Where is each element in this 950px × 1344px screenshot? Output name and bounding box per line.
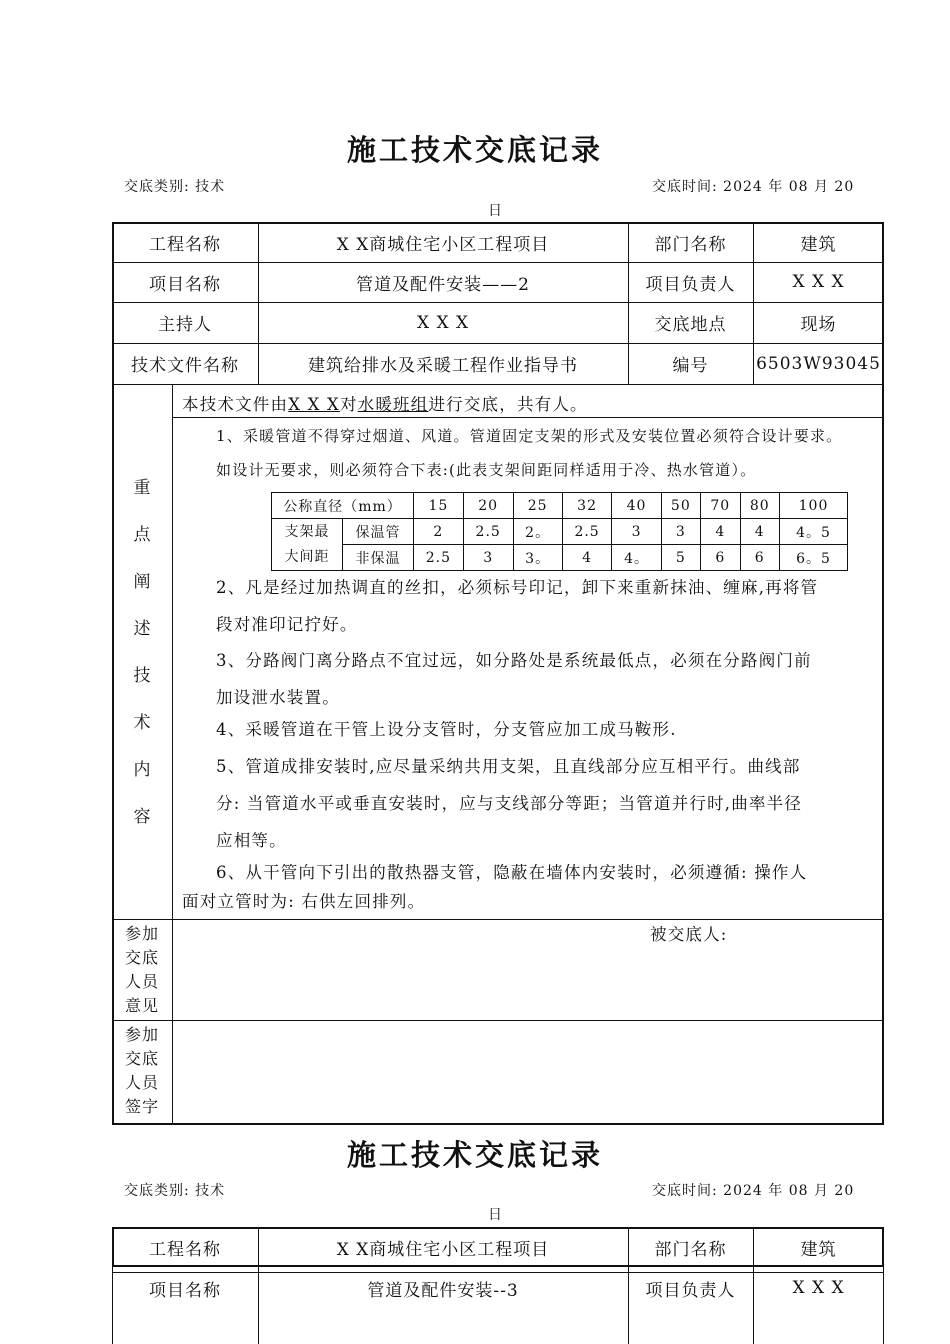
value-department: 建筑	[800, 234, 837, 255]
receiver-label: 被交底人:	[650, 925, 728, 944]
value-location: 现场	[800, 315, 837, 335]
r2-label-project-name: 工程名称	[149, 1239, 221, 1260]
label-department: 部门名称	[654, 234, 727, 255]
handover-date-day: 日	[488, 203, 503, 219]
record2-date-day: 日	[488, 1207, 503, 1223]
r2-value-department: 建筑	[800, 1239, 837, 1260]
r2-label-item-name: 项目名称	[149, 1280, 221, 1301]
value-item-name: 管道及配件安装——2	[356, 274, 530, 295]
para-4: 4、采暖管道在干管上设分支管时，分支管应加工成马鞍形.	[216, 720, 677, 739]
value-tech-doc: 建筑给排水及采暖工程作业指导书	[308, 356, 578, 376]
signature-label: 参加 交底 人员 签字	[124, 1025, 159, 1116]
label-host: 主持人	[158, 315, 212, 335]
record2-date: 交底时间: 2024 年 08 月 20	[652, 1183, 855, 1199]
handover-date: 交底时间: 2024 年 08 月 20	[652, 179, 855, 195]
spec-group-label: 支架最 大间距	[272, 519, 343, 571]
r2-label-department: 部门名称	[654, 1239, 727, 1260]
r2-value-project-name: X X商城住宅小区工程项目	[336, 1239, 550, 1260]
opinion-label: 参加 交底 人员 意见	[124, 924, 159, 1015]
para-1a: 1、采暖管道不得穿过烟道、风道。管道固定支架的形式及安装位置必须符合设计要求。	[216, 427, 843, 445]
label-location: 交底地点	[654, 315, 727, 335]
para-3a: 3、分路阀门离分路点不宜过远，如分路处是系统最低点，必须在分路阀门前	[216, 651, 812, 670]
handover-category: 交底类别: 技术	[124, 179, 226, 195]
label-item-manager: 项目负责人	[645, 274, 736, 295]
r2-value-item-name: 管道及配件安装--3	[367, 1280, 519, 1301]
spec-header-label: 公称直径（mm）	[272, 493, 414, 519]
spec-row2-label: 非保温	[343, 545, 414, 571]
para-5a: 5、管道成排安装时,应尽量采纳共用支架，且直线部分应互相平行。曲线部	[216, 757, 801, 776]
r2-label-item-manager: 项目负责人	[645, 1280, 736, 1301]
para-2b: 段对准印记拧好。	[216, 615, 358, 634]
record2-category: 交底类别: 技术	[124, 1183, 226, 1199]
spec-row1-label: 保温管	[343, 519, 414, 545]
value-item-manager: X X X	[792, 272, 845, 292]
label-number: 编号	[672, 356, 709, 376]
support-spacing-table: 公称直径（mm） 15 20 25 32 40 50 70 80 100 支架最 大间距 保温管 2 2.5 2。 2.5 3 3 4 4 4。5 非保温 2.5 3 3。 4 4。 5 6 6 6。5	[271, 492, 848, 571]
label-tech-doc: 技术文件名称	[131, 356, 239, 376]
para-6b: 面对立管时为: 右供左回排列。	[182, 892, 426, 911]
record-title: 施工技术交底记录	[346, 133, 603, 167]
value-host: X X X	[416, 312, 470, 333]
value-project-name: X X商城住宅小区工程项目	[336, 234, 550, 255]
intro-line: 本技术文件由X X X对水暖班组进行交底，共有人。	[182, 395, 588, 414]
para-2a: 2、凡是经过加热调直的丝扣，必须标号印记，卸下来重新抹油、缠麻,再将管	[216, 578, 819, 597]
label-item-name: 项目名称	[149, 274, 221, 295]
para-5b: 分: 当管道水平或垂直安装时，应与支线部分等距；当管道并行时,曲率半径	[216, 794, 803, 813]
label-project-name: 工程名称	[149, 234, 221, 255]
record2-title: 施工技术交底记录	[346, 1138, 603, 1172]
para-1b: 如设计无要求，则必须符合下表:(此表支架间距同样适用于冷、热水管道）。	[216, 461, 757, 479]
para-5c: 应相等。	[216, 831, 287, 850]
para-6a: 6、从干管向下引出的散热器支管，隐蔽在墙体内安装时，必须遵循: 操作人	[216, 863, 808, 882]
r2-value-item-manager: X X X	[792, 1278, 845, 1298]
para-3b: 加设泄水装置。	[216, 688, 340, 707]
value-number: 6503W93045	[756, 353, 881, 374]
